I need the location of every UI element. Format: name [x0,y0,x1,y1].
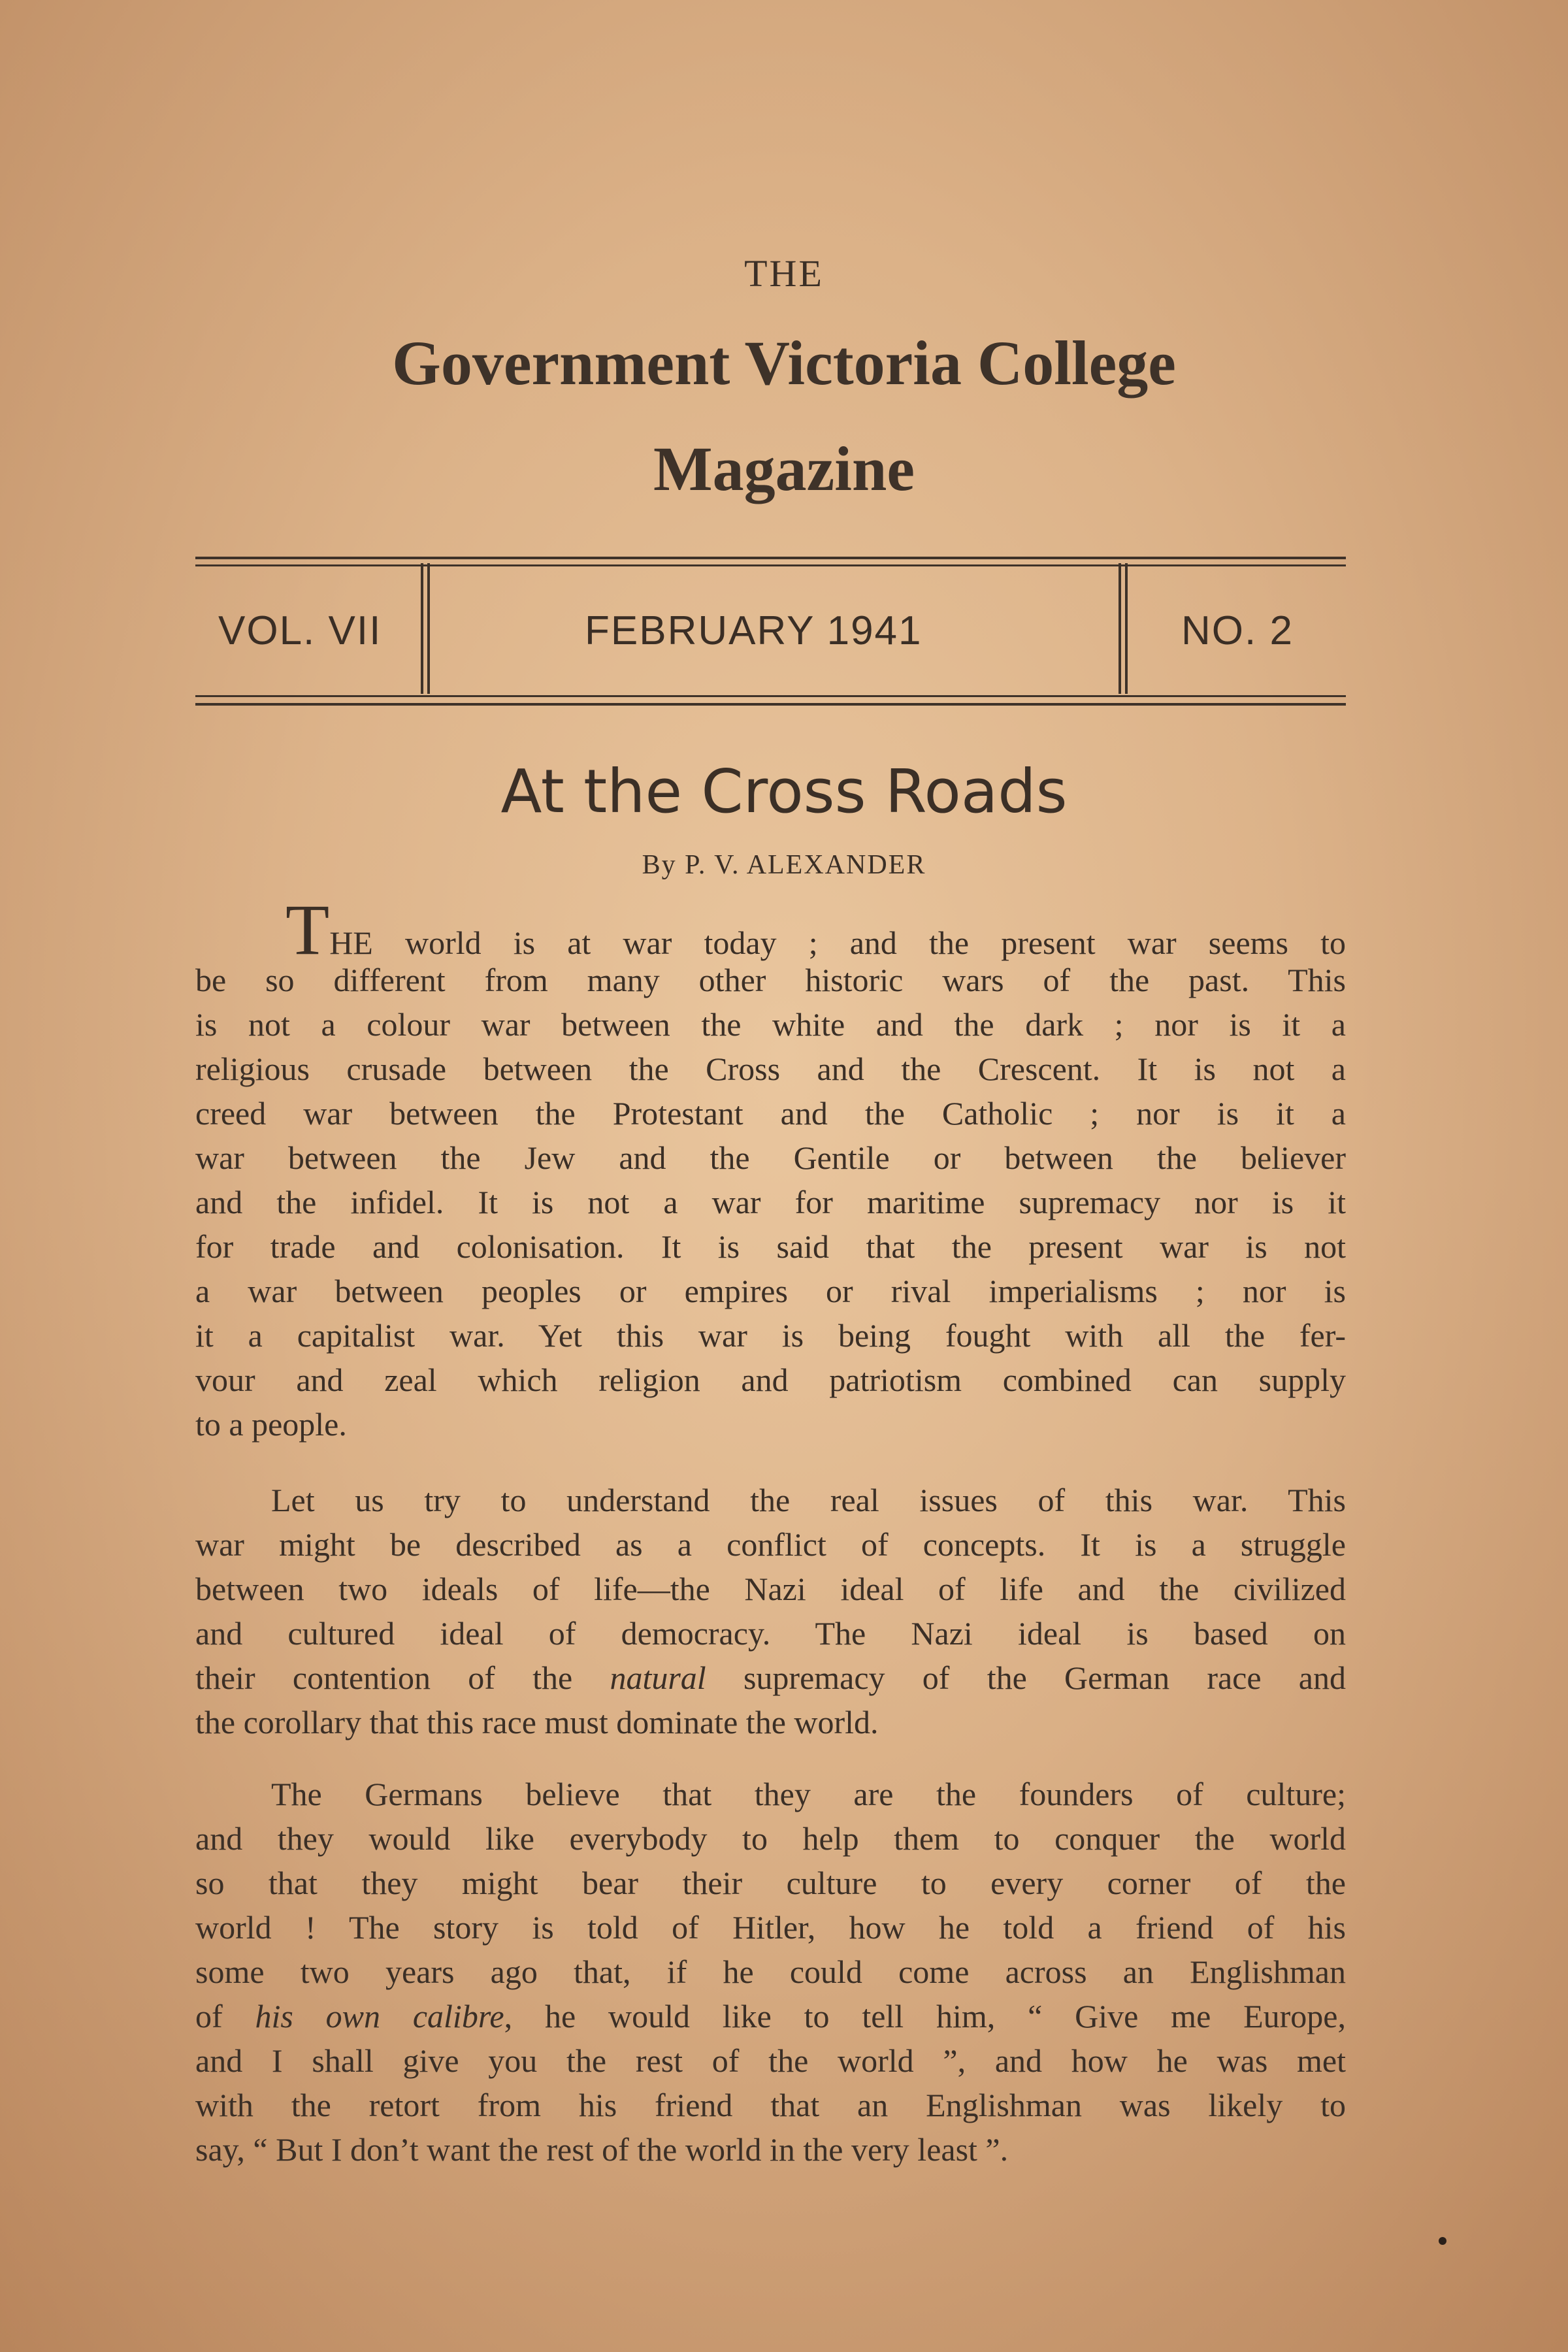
text-line: and I shall give you the rest of the world ”, and how he was met [195,2042,1346,2079]
text-segment: their contention of the [195,1659,610,1696]
text-line: with the retort from his friend that an Englishman was likely to [195,2087,1346,2123]
issue-number: NO. 2 [1181,608,1294,653]
article-byline: By P. V. ALEXANDER [642,850,926,880]
text-line: is not a colour war between the white and the dark ; nor is it a [195,1006,1346,1043]
divider-left-2 [427,563,430,694]
text-line: Let us try to understand the real issues of this war. This [271,1482,1346,1518]
header-rule-bottom-inner [195,695,1346,697]
text-line: be so different from many other historic wars of the past. This [195,962,1346,998]
masthead-the: THE [744,252,824,295]
text-line: and cultured ideal of democracy. The Nazi ideal is based on [195,1615,1346,1652]
drop-cap: T [286,890,330,970]
text-line: war between the Jew and the Gentile or between the believer [195,1139,1346,1176]
volume-label: VOL. VII [218,608,382,653]
text-segment: of [195,1998,255,2034]
text-line: and they would like everybody to help them to conquer the world [195,1820,1346,1857]
text-line: to a people. [195,1406,347,1443]
text-line: it a capitalist war. Yet this war is being fought with all the fer- [195,1317,1346,1354]
text-line: religious crusade between the Cross and the Crescent. It is not a [195,1051,1346,1087]
article-title: At the Cross Roads [500,757,1068,826]
text-line: and the infidel. It is not a war for maritime supremacy nor is it [195,1184,1346,1220]
text-line [195,1994,1346,2038]
text-line: between two ideals of life—the Nazi ideal of life and the civilized [195,1571,1346,1607]
paragraph-3 [195,1772,1346,2172]
magazine-title: Government Victoria College [392,328,1176,398]
paragraph-1 [195,890,1346,1446]
text-line: say, “ But I don’t want the rest of the world in the very least ”. [195,2131,1009,2168]
divider-right [1119,563,1121,694]
text-line [195,1656,1346,1700]
text-line: a war between peoples or empires or rival imperialisms ; nor is [195,1273,1346,1309]
text-line: THE world is at war today ; and the present war seems to [286,890,1346,970]
text-segment: , he would like to tell him, “ Give me Europe, [504,1998,1346,2034]
text-line: vour and zeal which religion and patriotism combined can supply [195,1362,1346,1398]
text-line: the corollary that this race must dominate the world. [195,1704,879,1740]
text-line: world ! The story is told of Hitler, how he told a friend of his [195,1909,1346,1946]
text-line: creed war between the Protestant and the Catholic ; nor is it a [195,1095,1346,1132]
magazine-title-line2: Magazine [653,434,915,504]
issue-date: FEBRUARY 1941 [585,608,923,653]
text-line: war might be described as a conflict of concepts. It is a struggle [195,1526,1346,1563]
header-rule-bottom [195,703,1346,706]
text-line: The Germans believe that they are the founders of culture; [271,1776,1346,1812]
ink-spot [1439,2237,1446,2245]
divider-left [421,563,423,694]
header-rule-top [195,557,1346,559]
text-line: some two years ago that, if he could come across an Englishman [195,1953,1346,1990]
italic-text: his own calibre [255,1998,504,2034]
header-rule-top-inner [195,564,1346,566]
paragraph-2 [195,1478,1346,1744]
text-line: for trade and colonisation. It is said that the present war is not [195,1228,1346,1265]
text-line: so that they might bear their culture to every corner of the [195,1865,1346,1901]
divider-right-2 [1125,563,1128,694]
italic-text: natural [610,1659,706,1696]
text-segment: supremacy of the German race and [706,1659,1346,1696]
